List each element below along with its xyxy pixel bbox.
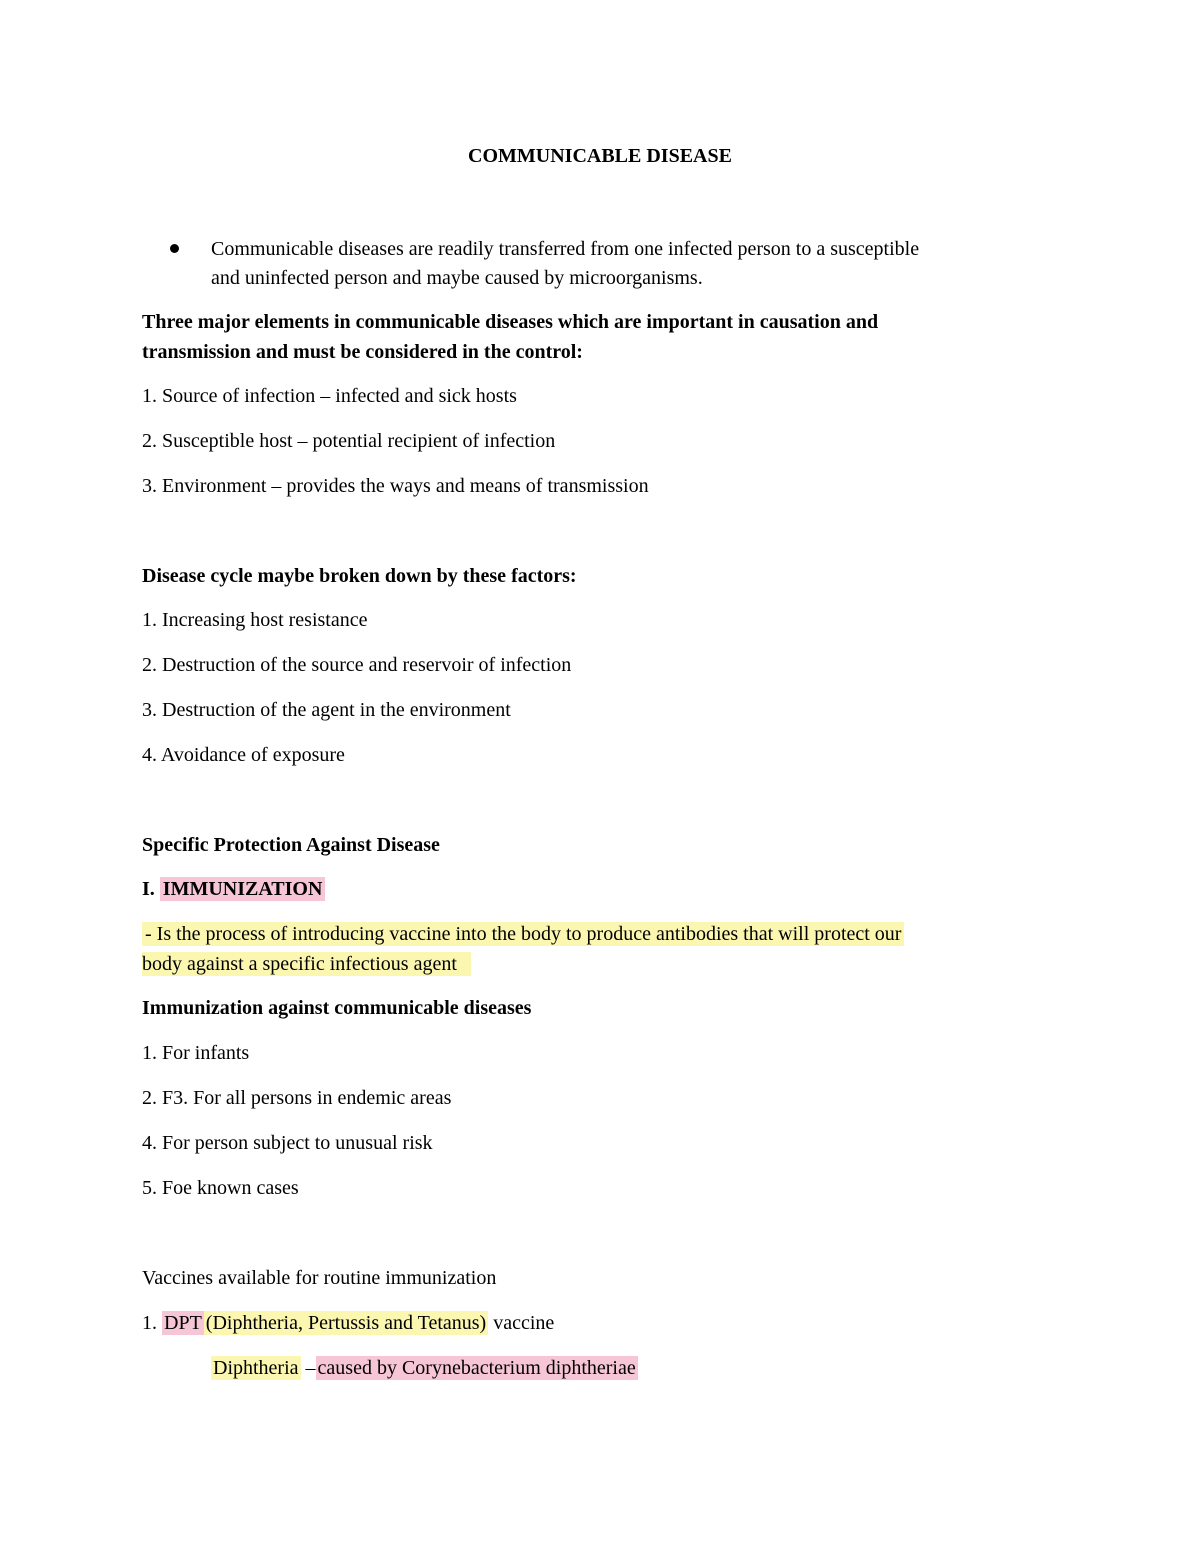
document-title: COMMUNICABLE DISEASE xyxy=(468,145,732,167)
vaccine-item-dpt xyxy=(142,1310,554,1336)
immunization-against-item: 4. For person subject to unusual risk xyxy=(142,1132,433,1154)
disease-cycle-item: 1. Increasing host resistance xyxy=(142,609,368,631)
vaccine-subitem-diphtheria xyxy=(211,1355,638,1381)
three-elements-item: 1. Source of infection – infected and sick hosts xyxy=(142,385,517,407)
immunization-label: IMMUNIZATION xyxy=(160,877,326,901)
specific-protection-heading: Specific Protection Against Disease xyxy=(142,834,440,856)
immunization-definition-text-2: body against a specific infectious agent xyxy=(142,952,471,976)
vaccine-item-suffix: vaccine xyxy=(493,1312,555,1334)
immunization-against-item: 5. Foe known cases xyxy=(142,1177,299,1199)
disease-cycle-item: 4. Avoidance of exposure xyxy=(142,744,345,766)
vaccines-heading: Vaccines available for routine immunization xyxy=(142,1267,497,1289)
immunization-against-item: 2. F3. For all persons in endemic areas xyxy=(142,1087,452,1109)
immunization-definition-text-1: - Is the process of introducing vaccine into the body to produce antibodies that will protect our xyxy=(142,922,904,946)
vaccine-item-expansion: (Diphtheria, Pertussis and Tetanus) xyxy=(205,1312,487,1334)
vaccine-item-abbr: DPT xyxy=(164,1312,202,1334)
subitem-dash: – xyxy=(305,1357,316,1379)
bullet-icon xyxy=(170,244,179,253)
immunization-definition-line-2 xyxy=(142,951,471,977)
immunization-against-item: 1. For infants xyxy=(142,1042,250,1064)
disease-cycle-item: 3. Destruction of the agent in the environment xyxy=(142,699,511,721)
disease-cycle-heading: Disease cycle maybe broken down by these factors: xyxy=(142,565,577,587)
subitem-description: caused by Corynebacterium diphtheriae xyxy=(317,1357,636,1379)
immunization-definition-line-1 xyxy=(142,921,904,947)
disease-cycle-item: 2. Destruction of the source and reservoir of infection xyxy=(142,654,572,676)
three-elements-heading-line-2: transmission and must be considered in the control: xyxy=(142,341,583,363)
vaccine-item-number: 1. xyxy=(142,1312,157,1334)
three-elements-heading-line-1: Three major elements in communicable diseases which are important in causation and xyxy=(142,311,879,333)
intro-bullet-line-2: and uninfected person and maybe caused by microorganisms. xyxy=(211,267,703,289)
immunization-heading xyxy=(142,876,325,902)
three-elements-item: 3. Environment – provides the ways and means of transmission xyxy=(142,475,649,497)
intro-bullet-line-1: Communicable diseases are readily transferred from one infected person to a susceptible xyxy=(211,238,920,260)
immunization-number: I. xyxy=(142,878,155,900)
intro-bullet xyxy=(211,235,919,293)
subitem-term: Diphtheria xyxy=(213,1357,299,1379)
three-elements-item: 2. Susceptible host – potential recipient of infection xyxy=(142,430,556,452)
immunization-against-heading: Immunization against communicable diseases xyxy=(142,997,532,1019)
